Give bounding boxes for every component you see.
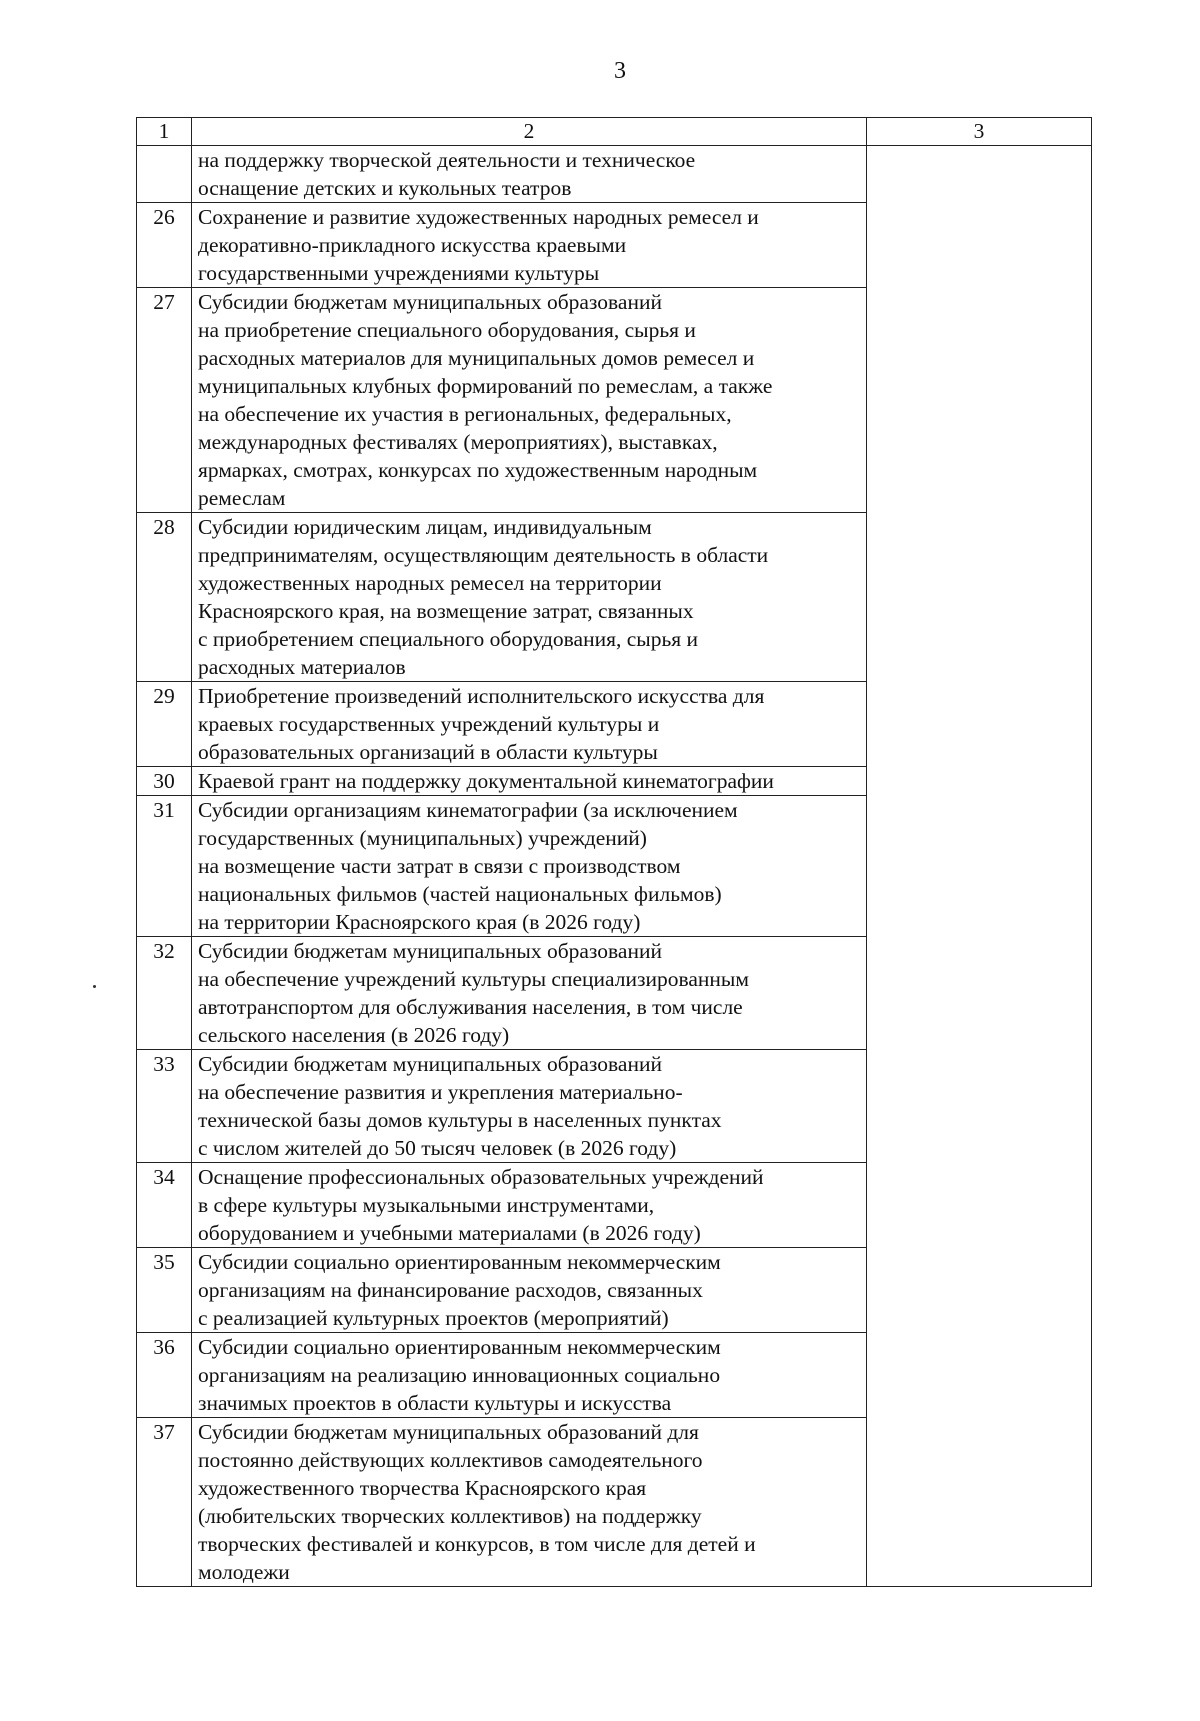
- row-description: Оснащение профессиональных образовательных учреждений в сфере культуры музыкальными инструментами, оборудованием и учебными материалами (в 2026 году): [192, 1163, 867, 1248]
- row-number: 31: [137, 796, 192, 937]
- row-description: на поддержку творческой деятельности и техническое оснащение детских и кукольных театров: [192, 146, 867, 203]
- row-description: Субсидии социально ориентированным некоммерческим организациям на реализацию инновационных социально значимых проектов в области культуры и искусства: [192, 1333, 867, 1418]
- column-3-cell: [867, 146, 1092, 1587]
- header-col-3: 3: [867, 118, 1092, 146]
- row-description: Краевой грант на поддержку документальной кинематографии: [192, 767, 867, 796]
- table-header-row: [137, 118, 1092, 146]
- page-number: 3: [614, 58, 626, 84]
- header-col-1: 1: [137, 118, 192, 146]
- row-number: 37: [137, 1418, 192, 1587]
- row-number: 34: [137, 1163, 192, 1248]
- row-number: 30: [137, 767, 192, 796]
- row-number: 36: [137, 1333, 192, 1418]
- table-row: [137, 146, 1092, 203]
- row-number: 29: [137, 682, 192, 767]
- row-description: Субсидии бюджетам муниципальных образований на обеспечение учреждений культуры специализированным автотранспортом для обслуживания населения, в том числе сельского населения (в 2026 году): [192, 937, 867, 1050]
- row-number: 33: [137, 1050, 192, 1163]
- row-number: 35: [137, 1248, 192, 1333]
- row-description: Субсидии бюджетам муниципальных образований для постоянно действующих коллективов самодеятельного художественного творчества Красноярского края (любительских творческих коллективов) на поддержку творческих фестивалей и конкурсов, в том числе для детей и молодежи: [192, 1418, 867, 1587]
- row-description: Субсидии организациям кинематографии (за исключением государственных (муниципальных) учреждений) на возмещение части затрат в связи с производством национальных фильмов (частей национальных фильмов) на территории Красноярского края (в 2026 году): [192, 796, 867, 937]
- header-col-2: 2: [192, 118, 867, 146]
- row-number: 32: [137, 937, 192, 1050]
- row-description: Сохранение и развитие художественных народных ремесел и декоративно-прикладного искусства краевыми государственными учреждениями культуры: [192, 203, 867, 288]
- row-number: 27: [137, 288, 192, 513]
- scan-speck: [93, 985, 96, 988]
- row-number: [137, 146, 192, 203]
- row-description: Приобретение произведений исполнительского искусства для краевых государственных учреждений культуры и образовательных организаций в области культуры: [192, 682, 867, 767]
- row-number: 26: [137, 203, 192, 288]
- budget-items-table: [136, 117, 1092, 1587]
- row-description: Субсидии социально ориентированным некоммерческим организациям на финансирование расходов, связанных с реализацией культурных проектов (мероприятий): [192, 1248, 867, 1333]
- row-number: 28: [137, 513, 192, 682]
- row-description: Субсидии юридическим лицам, индивидуальным предпринимателям, осуществляющим деятельность в области художественных народных ремесел на территории Красноярского края, на возмещение затрат, связанных с приобретением специального оборудования, сырья и расходных материалов: [192, 513, 867, 682]
- row-description: Субсидии бюджетам муниципальных образований на обеспечение развития и укрепления материально- технической базы домов культуры в населенных пунктах с числом жителей до 50 тысяч человек (в 2026 году): [192, 1050, 867, 1163]
- row-description: Субсидии бюджетам муниципальных образований на приобретение специального оборудования, сырья и расходных материалов для муниципальных домов ремесел и муниципальных клубных формирований по ремеслам, а также на обеспечение их участия в региональных, федеральных, международных фестивалях (мероприятиях), выставках, ярмарках, смотрах, конкурсах по художественным народным ремеслам: [192, 288, 867, 513]
